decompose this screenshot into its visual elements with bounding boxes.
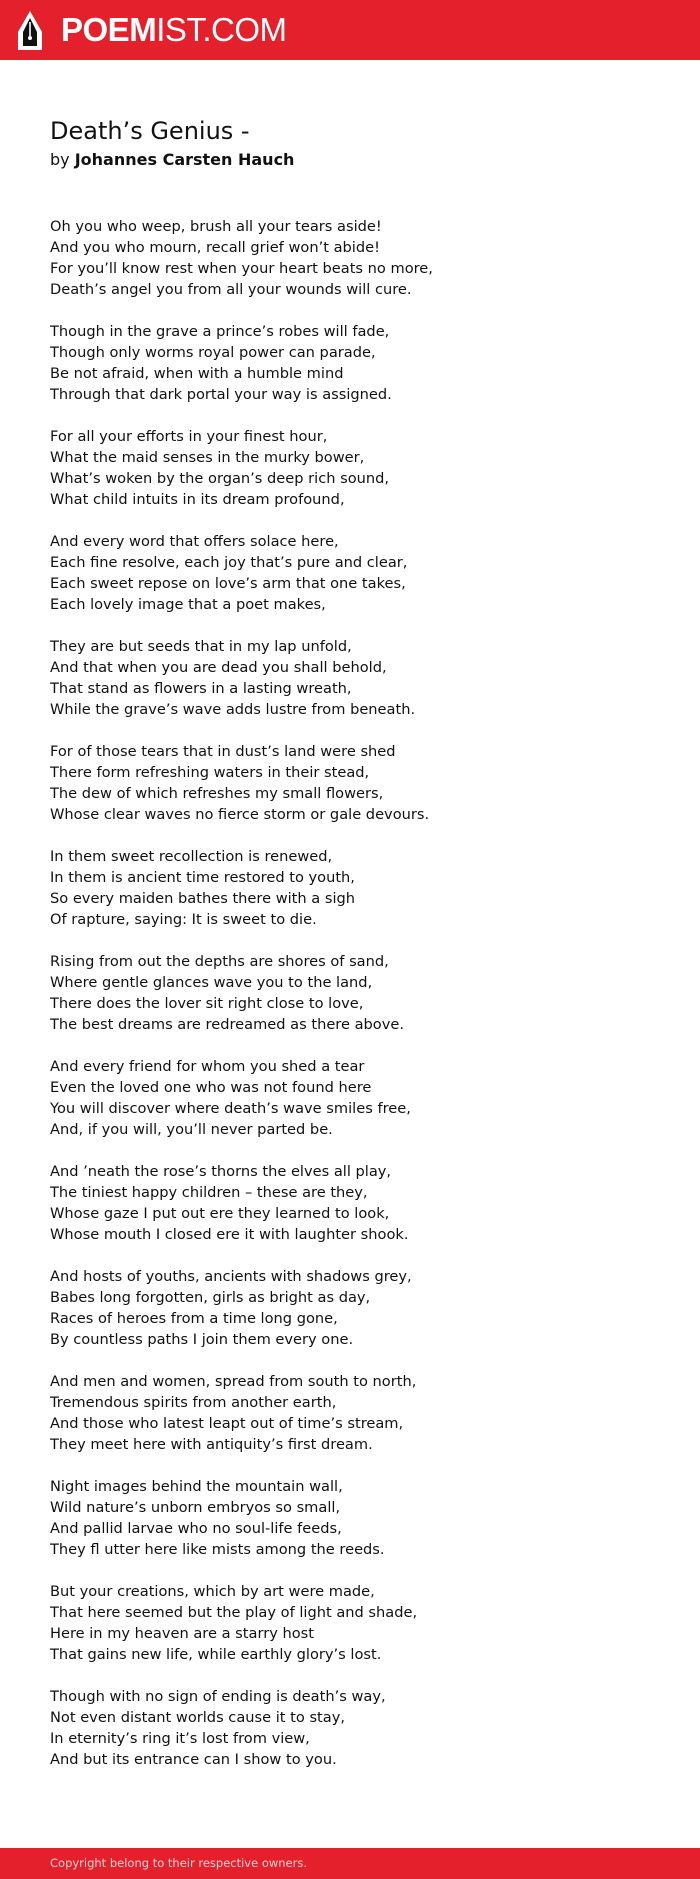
- stanza: [50, 1161, 660, 1245]
- poem-line: In them is ancient time restored to youth,: [50, 869, 355, 886]
- stanza: [50, 1371, 660, 1455]
- stanza: [50, 846, 660, 930]
- poem-line: And ’neath the rose’s thorns the elves all play,: [50, 1163, 392, 1180]
- poem-content: [50, 116, 660, 1791]
- poem-line: That gains new life, while earthly glory’s lost.: [50, 1646, 382, 1663]
- poem-line: There does the lover sit right close to love,: [50, 995, 364, 1012]
- poem-line: There form refreshing waters in their stead,: [50, 764, 370, 781]
- poem-line: Rising from out the depths are shores of sand,: [50, 953, 389, 970]
- poem-line: They meet here with antiquity’s first dream.: [50, 1436, 373, 1453]
- poem-line: For of those tears that in dust’s land were shed: [50, 743, 396, 760]
- poem-line: Where gentle glances wave you to the land,: [50, 974, 373, 991]
- poem-line: Tremendous spirits from another earth,: [50, 1394, 337, 1411]
- poem-line: And, if you will, you’ll never parted be.: [50, 1121, 333, 1138]
- poem-line: And pallid larvae who no soul-life feeds,: [50, 1520, 342, 1537]
- stanza: [50, 1476, 660, 1560]
- poem-line: In them sweet recollection is renewed,: [50, 848, 333, 865]
- by-label: by: [50, 150, 70, 169]
- poem-line: Be not afraid, when with a humble mind: [50, 365, 344, 382]
- poem-line: And hosts of youths, ancients with shadows grey,: [50, 1268, 412, 1285]
- poem-line: Even the loved one who was not found here: [50, 1079, 372, 1096]
- poem-line: Here in my heaven are a starry host: [50, 1625, 314, 1642]
- poem-line: Night images behind the mountain wall,: [50, 1478, 343, 1495]
- poem-line: For you’ll know rest when your heart beats no more,: [50, 260, 433, 277]
- poem-line: And those who latest leapt out of time’s stream,: [50, 1415, 404, 1432]
- stanza: [50, 951, 660, 1035]
- poem-line: That here seemed but the play of light and shade,: [50, 1604, 418, 1621]
- poem-line: And that when you are dead you shall behold,: [50, 659, 387, 676]
- poem-line: And but its entrance can I show to you.: [50, 1751, 337, 1768]
- brand-light: IST.COM: [156, 11, 287, 48]
- site-header: [0, 0, 700, 60]
- stanza: [50, 1581, 660, 1665]
- poem-body: [50, 216, 660, 1770]
- poem-line: While the grave’s wave adds lustre from beneath.: [50, 701, 416, 718]
- poem-line: You will discover where death’s wave smiles free,: [50, 1100, 411, 1117]
- stanza: [50, 216, 660, 300]
- stanza: [50, 1686, 660, 1770]
- poem-line: What’s woken by the organ’s deep rich sound,: [50, 470, 390, 487]
- brand-strong: POEM: [61, 11, 157, 48]
- poem-line: Each fine resolve, each joy that’s pure and clear,: [50, 554, 408, 571]
- poem-line: That stand as flowers in a lasting wreath,: [50, 680, 352, 697]
- poem-line: Though in the grave a prince’s robes will fade,: [50, 323, 390, 340]
- stanza: [50, 1266, 660, 1350]
- pen-nib-icon[interactable]: [16, 10, 44, 52]
- poem-line: Through that dark portal your way is assigned.: [50, 386, 392, 403]
- poem-line: Whose mouth I closed ere it with laughter shook.: [50, 1226, 409, 1243]
- stanza: [50, 741, 660, 825]
- poem-title: Death’s Genius -: [50, 117, 250, 145]
- stanza: [50, 1056, 660, 1140]
- stanza: [50, 636, 660, 720]
- stanza: [50, 531, 660, 615]
- poem-line: What child intuits in its dream profound,: [50, 491, 345, 508]
- poem-line: Each sweet repose on love’s arm that one takes,: [50, 575, 406, 592]
- poem-line: Though only worms royal power can parade,: [50, 344, 376, 361]
- poem-line: Whose gaze I put out ere they learned to look,: [50, 1205, 390, 1222]
- poem-line: Though with no sign of ending is death’s way,: [50, 1688, 386, 1705]
- poem-line: And every word that offers solace here,: [50, 533, 339, 550]
- poem-line: The best dreams are redreamed as there above.: [50, 1016, 404, 1033]
- poem-line: And men and women, spread from south to north,: [50, 1373, 417, 1390]
- poem-line: Of rapture, saying: It is sweet to die.: [50, 911, 317, 928]
- poem-line: Races of heroes from a time long gone,: [50, 1310, 338, 1327]
- poem-line: Wild nature’s unborn embryos so small,: [50, 1499, 341, 1516]
- poem-line: So every maiden bathes there with a sigh: [50, 890, 356, 907]
- poem-line: What the maid senses in the murky bower,: [50, 449, 365, 466]
- poem-line: For all your efforts in your finest hour,: [50, 428, 328, 445]
- author-name: Johannes Carsten Hauch: [74, 150, 295, 169]
- poem-line: Whose clear waves no fierce storm or gale devours.: [50, 806, 430, 823]
- poem-line: They are but seeds that in my lap unfold,: [50, 638, 352, 655]
- poem-line: And you who mourn, recall grief won’t abide!: [50, 239, 380, 256]
- poem-line: The dew of which refreshes my small flowers,: [50, 785, 384, 802]
- poem-line: Not even distant worlds cause it to stay,: [50, 1709, 345, 1726]
- poem-line: They fl utter here like mists among the reeds.: [50, 1541, 385, 1558]
- site-logo[interactable]: [61, 10, 287, 50]
- poem-line: Oh you who weep, brush all your tears aside!: [50, 218, 382, 235]
- stanza: [50, 321, 660, 405]
- poem-line: But your creations, which by art were made,: [50, 1583, 375, 1600]
- stanza: [50, 426, 660, 510]
- byline: [50, 149, 660, 171]
- poem-line: In eternity’s ring it’s lost from view,: [50, 1730, 310, 1747]
- poem-line: The tiniest happy children – these are they,: [50, 1184, 368, 1201]
- poem-line: Death’s angel you from all your wounds will cure.: [50, 281, 412, 298]
- site-footer: [0, 1848, 700, 1879]
- copyright-notice: Copyright belong to their respective owners.: [50, 1856, 308, 1870]
- poem-line: Each lovely image that a poet makes,: [50, 596, 326, 613]
- poem-line: Babes long forgotten, girls as bright as day,: [50, 1289, 371, 1306]
- poem-line: And every friend for whom you shed a tear: [50, 1058, 365, 1075]
- poem-line: By countless paths I join them every one.: [50, 1331, 354, 1348]
